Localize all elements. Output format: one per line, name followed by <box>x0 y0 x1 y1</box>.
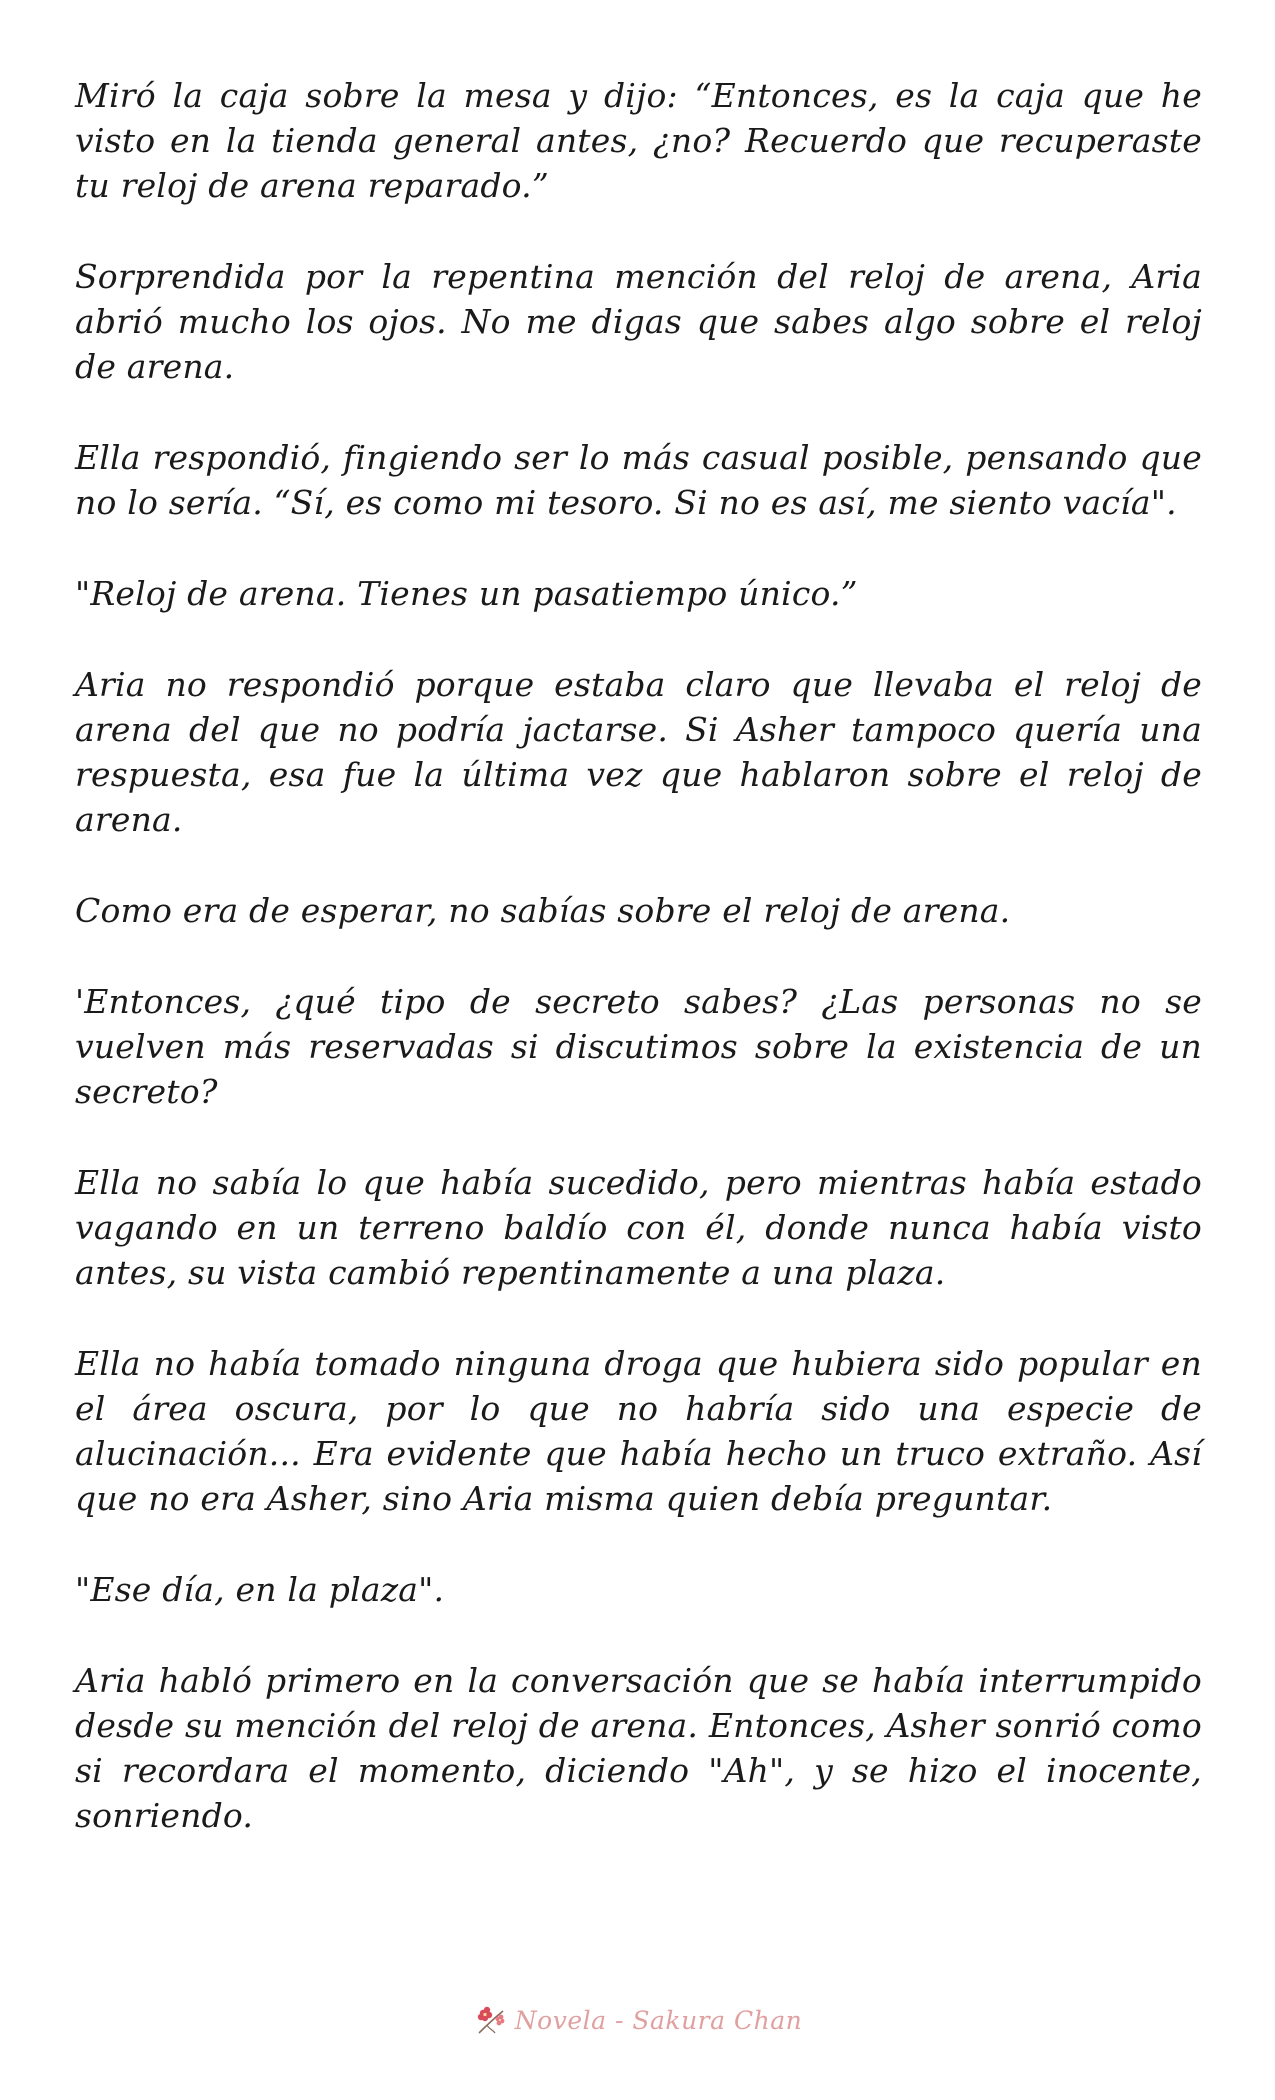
paragraph-10: "Ese día, en la plaza". <box>75 1570 445 1609</box>
paragraph-5: Aria no respondió porque estaba claro que llevaba el reloj de arena del que no podría jactarse. Si Asher tampoco quería una respuesta, esa fue la última vez que hablaron sobre el reloj de arena. <box>75 665 1202 839</box>
cherry-blossom-icon <box>473 2003 507 2037</box>
paragraph-1: Miró la caja sobre la mesa y dijo: “Entonces, es la caja que he visto en la tienda general antes, ¿no? Recuerdo que recuperaste tu reloj de arena reparado.” <box>75 76 1202 205</box>
footer-watermark <box>0 1995 1275 2045</box>
footer-credit <box>473 2003 802 2037</box>
document-body <box>75 73 1202 1884</box>
paragraph-11: Aria habló primero en la conversación que se había interrumpido desde su mención del reloj de arena. Entonces, Asher sonrió como si recordara el momento, diciendo "Ah", y se hizo el inocente, sonriendo. <box>75 1661 1202 1835</box>
paragraph-9: Ella no había tomado ninguna droga que hubiera sido popular en el área oscura, por lo que no habría sido una especie de alucinación... Era evidente que había hecho un truco extraño. Así que no era Asher, sino Aria misma quien debía preguntar. <box>75 1344 1202 1518</box>
footer-credit-text: Novela - Sakura Chan <box>514 2005 803 2035</box>
paragraph-6: Como era de esperar, no sabías sobre el reloj de arena. <box>75 891 1011 930</box>
paragraph-7: 'Entonces, ¿qué tipo de secreto sabes? ¿Las personas no se vuelven más reservadas si discutimos sobre la existencia de un secreto? <box>75 982 1202 1111</box>
paragraph-2: Sorprendida por la repentina mención del reloj de arena, Aria abrió mucho los ojos. No me digas que sabes algo sobre el reloj de arena. <box>75 257 1202 386</box>
paragraph-4: "Reloj de arena. Tienes un pasatiempo único.” <box>75 574 858 613</box>
paragraph-8: Ella no sabía lo que había sucedido, pero mientras había estado vagando en un terreno baldío con él, donde nunca había visto antes, su vista cambió repentinamente a una plaza. <box>75 1163 1202 1292</box>
paragraph-3: Ella respondió, fingiendo ser lo más casual posible, pensando que no lo sería. “Sí, es como mi tesoro. Si no es así, me siento vacía". <box>75 438 1202 522</box>
